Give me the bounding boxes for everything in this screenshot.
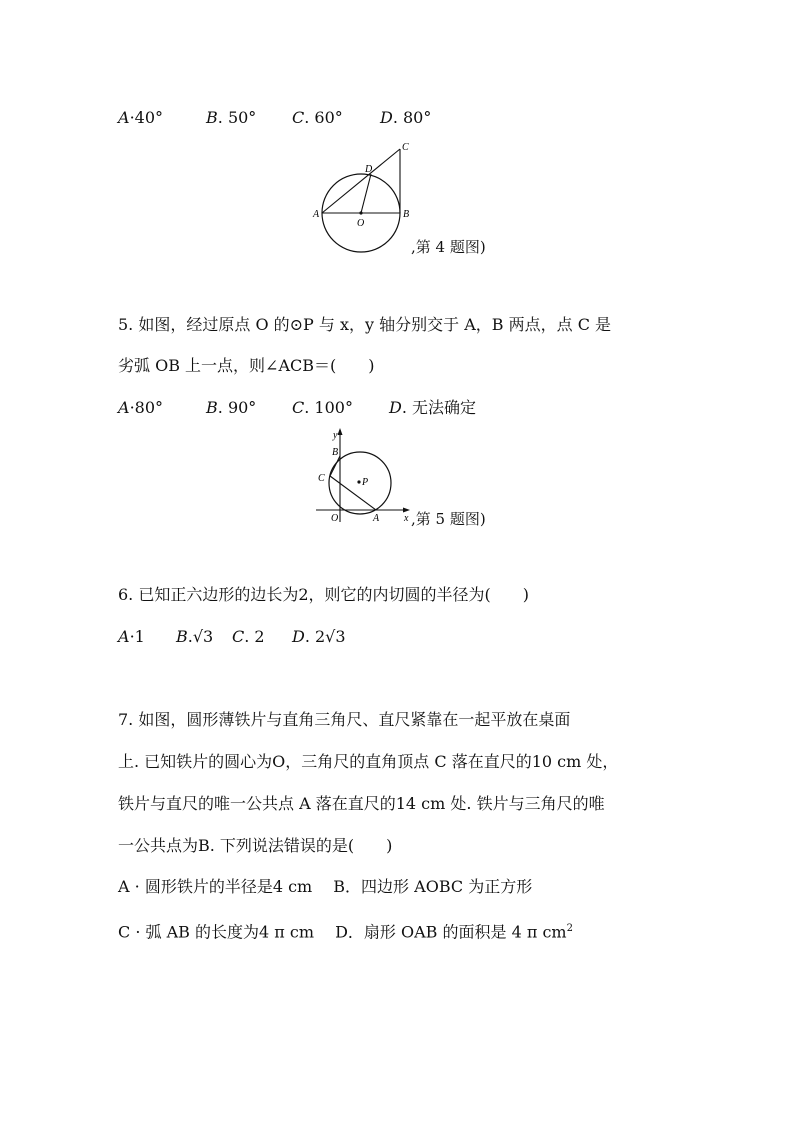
q4-label-d: D (365, 164, 373, 175)
q4-label-c: C (402, 142, 409, 153)
q5-label-p: P (362, 477, 369, 488)
q5-label-o: O (331, 513, 339, 524)
q6-option-d[interactable]: D. 2√3 (292, 627, 346, 646)
q5-label-x: x (404, 513, 409, 524)
q5-line-ca (330, 476, 376, 510)
q5-text-line1: 5. 如图，经过原点 O 的⊙P 与 x，y 轴分别交于 A，B 两点，点 C 是 (118, 315, 612, 334)
q6-option-b[interactable]: B.√3 (176, 627, 214, 646)
q5-figure (310, 426, 416, 528)
q5-line-cb (330, 456, 340, 476)
q4-option-d[interactable]: D. 80° (380, 108, 432, 127)
q7-option-line2[interactable]: C · 弧 AB 的长度为4 π cm D．扇形 OAB 的面积是 4 π $cm^2$ (118, 922, 573, 942)
q4-option-c[interactable]: C. 60° (292, 108, 343, 127)
q5-option-c[interactable]: C. 100° (292, 398, 353, 417)
q4-figure (310, 138, 420, 258)
q4-center-dot (359, 211, 362, 214)
q5-option-d[interactable]: D. 无法确定 (389, 398, 477, 417)
q4-label-o: O (357, 218, 365, 229)
q4-caption: ,第 4 题图) (411, 238, 486, 256)
q5-text-line2: 劣弧 OB 上一点，则∠ACB＝( ) (118, 356, 375, 375)
q5-label-a: A (373, 513, 380, 524)
q7-option-line1[interactable]: A · 圆形铁片的半径是4 cm B．四边形 AOBC 为正方形 (118, 877, 533, 896)
q7-text-line4: 一公共点为B. 下列说法错误的是( ) (118, 836, 393, 855)
q5-caption: ,第 5 题图) (411, 510, 486, 528)
q6-option-c[interactable]: C. 2 (232, 627, 265, 646)
q5-label-b: B (332, 447, 339, 458)
q7-text-line3: 铁片与直尺的唯一公共点 A 落在直尺的14 cm 处. 铁片与三角尺的唯 (118, 794, 605, 813)
q5-label-y: y (333, 430, 338, 441)
q5-label-c: C (318, 473, 325, 484)
q4-label-a: A (313, 209, 320, 220)
q5-center-dot (357, 480, 360, 483)
q6-options (118, 627, 346, 647)
q5-options (118, 398, 476, 418)
q6-option-a[interactable]: A·1 (118, 627, 145, 646)
q7-text-line1: 7. 如图，圆形薄铁片与直角三角尺、直尺紧靠在一起平放在桌面 (118, 710, 571, 729)
q5-option-a[interactable]: A·80° (118, 398, 164, 417)
q4-option-a[interactable]: A·40° (118, 108, 164, 127)
q5-option-b[interactable]: B. 90° (206, 398, 257, 417)
q4-line-ac (322, 149, 400, 213)
q4-options (118, 108, 431, 128)
q5-x-arrow (403, 508, 410, 513)
q7-text-line2: 上. 已知铁片的圆心为O，三角尺的直角顶点 C 落在直尺的10 cm 处， (118, 752, 619, 771)
q5-y-arrow (338, 428, 343, 435)
q6-text-line1: 6. 已知正六边形的边长为2，则它的内切圆的半径为( ) (118, 585, 530, 604)
q4-option-b[interactable]: B. 50° (206, 108, 257, 127)
q4-label-b: B (403, 209, 410, 220)
